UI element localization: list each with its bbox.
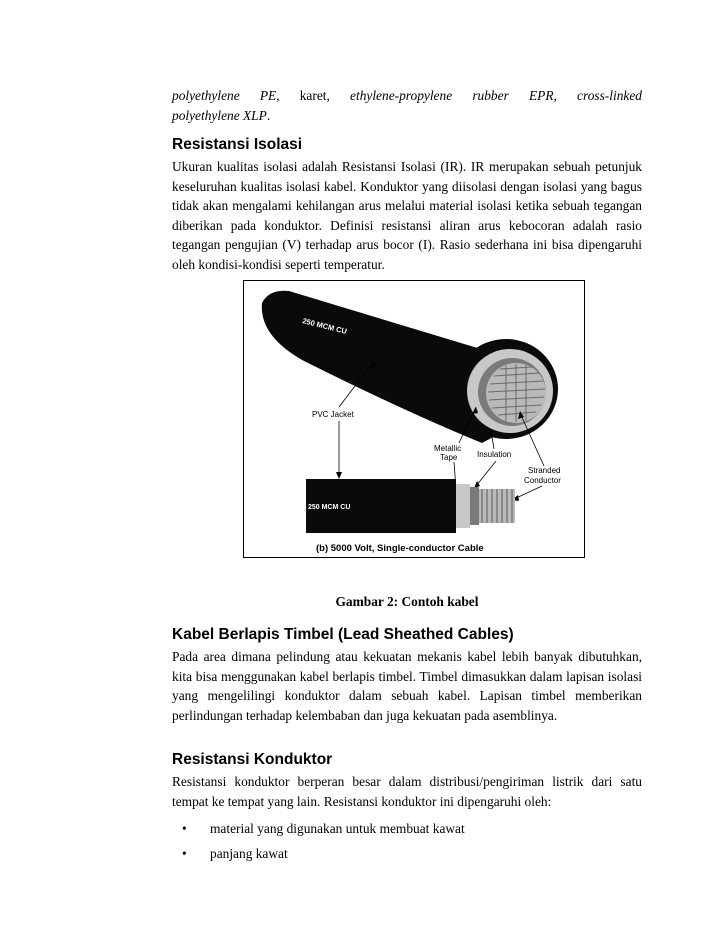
- term-period: .: [266, 107, 271, 123]
- upper-cable-print: 250 MCM CU: [301, 316, 348, 336]
- figure-caption: Gambar 2: Contoh kabel: [335, 594, 479, 609]
- figure-subtitle: (b) 5000 Volt, Single-conductor Cable: [316, 543, 484, 554]
- paragraph-resistansi-konduktor: Resistansi konduktor berperan besar dalam distribusi/pengiriman listrik dari satu tempat ke tempat yang lain. Resistansi konduktor ini dipengaruhi oleh:: [172, 774, 642, 809]
- lower-insulation: [456, 484, 470, 528]
- label-stranded-line-2: Conductor: [524, 476, 561, 485]
- list-item: [172, 819, 642, 838]
- heading-resistansi-isolasi: Resistansi Isolasi: [172, 136, 303, 153]
- label-metallic-line-1: Metallic: [434, 444, 462, 453]
- lower-metallic-tape: [470, 487, 479, 525]
- term-sep-1: , karet,: [276, 88, 351, 103]
- intro-paragraph: [172, 86, 642, 125]
- label-stranded-line-1: Stranded: [528, 466, 561, 475]
- label-insulation: Insulation: [477, 450, 512, 459]
- term-xlp-2: polyethylene XLP: [172, 107, 267, 123]
- term-sep-2: ,: [553, 88, 578, 103]
- term-xlp-1: cross-linked: [577, 88, 642, 103]
- heading-kabel-timbel: Kabel Berlapis Timbel (Lead Sheathed Cables): [172, 626, 514, 643]
- upper-stranded-conductor: [486, 363, 546, 423]
- heading-resistansi-konduktor: Resistansi Konduktor: [172, 751, 333, 768]
- bullet-symbol: •: [182, 821, 187, 837]
- cable-illustration: [244, 281, 584, 557]
- section-kabel-timbel: [172, 625, 642, 725]
- label-metallic-line-2: Tape: [440, 453, 458, 462]
- lower-stranded-conductor: [479, 489, 515, 523]
- list-item-text: panjang kawat: [210, 846, 288, 862]
- lower-cable-print: 250 MCM CU: [308, 504, 351, 511]
- label-pvc-jacket: PVC Jacket: [312, 410, 354, 419]
- bullet-list: [172, 819, 642, 863]
- section-resistansi-isolasi: [172, 135, 642, 275]
- paragraph-resistansi-isolasi: Ukuran kualitas isolasi adalah Resistansi Isolasi (IR). IR merupakan sebuah petunjuk keseluruhan kualitas isolasi kabel. Konduktor yang diisolasi dengan isolasi yang bagus tidak akan mengalami kehilangan arus melalui material isolasi ketika sebuah tegangan diberikan pada konduktor. Definisi resistansi aliran arus kebocoran adalah rasio tegangan pengujian (V) terhadap arus bocor (I). Rasio sederhana ini bisa dipengaruhi oleh kondisi-kondisi seperti temperatur.: [172, 159, 642, 272]
- intro-line-2: [172, 106, 642, 126]
- list-item: [172, 844, 642, 863]
- section-resistansi-konduktor: [172, 750, 642, 863]
- paragraph-kabel-timbel: Pada area dimana pelindung atau kekuatan mekanis kabel lebih banyak dibutuhkan, kita bisa menggunakan kabel berlapis timbel. Timbel dimasukkan dalam lapisan isolasi yang mengelilingi konduktor dalam sebuah kabel. Lapisan timbel memberikan perlindungan terhadap kelembaban dan juga kekuatan pada asemblinya.: [172, 649, 642, 723]
- intro-line-1: [172, 86, 642, 106]
- cable-figure: [243, 280, 585, 558]
- term-pe: polyethylene PE: [172, 88, 277, 103]
- term-epr: ethylene-propylene rubber EPR: [350, 88, 554, 103]
- bullet-symbol: •: [182, 846, 187, 862]
- list-item-text: material yang digunakan untuk membuat kawat: [210, 821, 465, 837]
